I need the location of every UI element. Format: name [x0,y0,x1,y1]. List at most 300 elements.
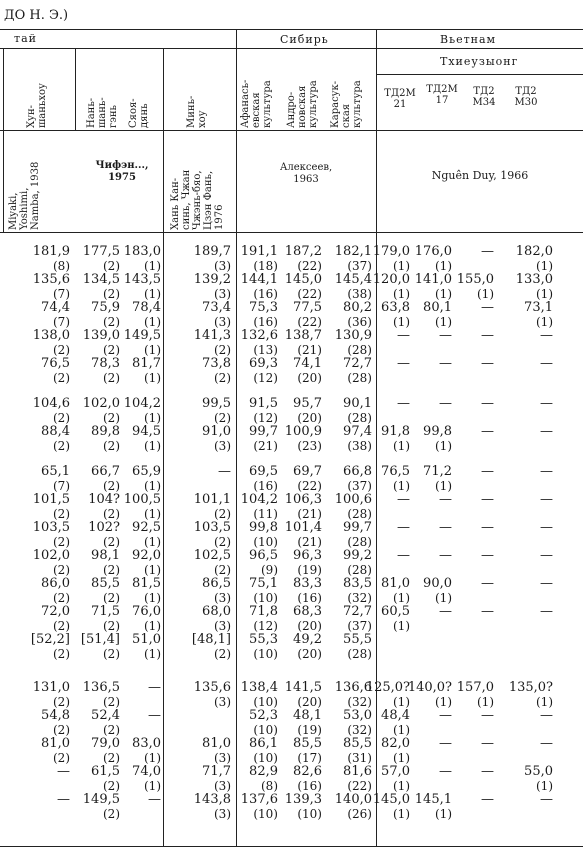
cell-r18-c1 [57,765,70,779]
cell-count: (16) [297,779,322,793]
cell-value: — [148,708,161,723]
cell-r16-c7 [343,709,372,737]
cell-value: — [397,328,410,343]
cell-count: (2) [53,751,70,765]
cell-count: (16) [253,315,278,329]
cell-count: (1) [435,439,452,453]
cell-value: — [481,764,494,779]
cell-count: (7) [53,479,70,493]
cell-value: 143,8 [193,792,231,807]
cell-r19-c3 [148,793,161,807]
cell-count: (3) [214,259,231,273]
cell-value: 90,1 [343,396,372,411]
cell-count: (1) [435,315,452,329]
cell-r13-c1 [41,605,70,633]
cell-r4-c5 [241,329,278,357]
cell-count: (1) [144,619,161,633]
cell-count: (2) [53,343,70,357]
cell-count: (2) [103,779,120,793]
cell-count: (20) [297,411,322,425]
cell-count: (1) [144,411,161,425]
cell-count: (10) [253,535,278,549]
cell-r13-c2 [91,605,120,633]
cell-r1-c3 [124,245,161,273]
cell-value: 139,0 [82,328,120,343]
rule-sources [0,232,583,233]
cell-count: (1) [435,259,452,273]
cell-value: 65,9 [132,464,161,479]
cell-value: 73,1 [524,300,553,315]
cell-r13-c3 [132,605,161,633]
cell-r1-c4 [194,245,231,273]
cell-count: (2) [53,591,70,605]
cell-value: 55,0 [524,764,553,779]
cell-count: (10) [253,751,278,765]
cell-count: (18) [253,259,278,273]
cell-count: (19) [297,563,322,577]
source-alekseev: Алексеев, 1963 [279,162,333,185]
cell-count: (7) [53,287,70,301]
cell-value: — [540,736,553,751]
cell-count: (37) [347,619,372,633]
cell-r2-c10 [457,273,494,301]
cell-value: — [481,520,494,535]
cell-r17-c4 [202,737,231,765]
cell-count: (2) [103,507,120,521]
cell-count: (20) [297,619,322,633]
cell-value: — [148,792,161,807]
cell-r8-c4 [218,465,231,479]
cell-value: 143,5 [123,272,161,287]
vrule-col4 [236,29,237,846]
cell-value: 97,4 [343,424,372,439]
cell-r12-c8 [381,577,410,605]
cell-count: (2) [214,371,231,385]
cell-value: 92,5 [132,520,161,535]
cell-count: (1) [536,695,553,709]
cell-value: — [397,548,410,563]
cell-count: (23) [297,439,322,453]
group-siberia: Сибирь [280,33,329,46]
cell-value: 102,0 [32,548,70,563]
cell-r8-c7 [343,465,372,493]
cell-r6-c1 [33,397,70,425]
cell-value: 60,5 [381,604,410,619]
cell-value: 102? [88,520,120,535]
cell-r9-c2 [88,493,120,521]
cell-value: 80,1 [423,300,452,315]
cell-value: 76,5 [381,464,410,479]
cell-r3-c2 [91,301,120,329]
cell-count: (21) [297,507,322,521]
cell-r5-c3 [132,357,161,385]
cell-count: (1) [144,259,161,273]
cell-count: (2) [103,411,120,425]
cell-count: (28) [347,343,372,357]
cell-r7-c10 [481,425,494,439]
cell-r5-c10 [481,357,494,371]
cell-r16-c9 [439,709,452,723]
cell-value: — [439,328,452,343]
cell-value: 99,8 [249,520,278,535]
cell-value: 55,5 [343,632,372,647]
cell-value: 131,0 [32,680,70,695]
cell-count: (2) [53,647,70,661]
cell-r12-c2 [91,577,120,605]
cell-count: (1) [144,343,161,357]
cell-value: 137,6 [240,792,278,807]
cell-value: [48,1] [191,632,231,647]
cell-count: (1) [144,563,161,577]
cell-value: 55,3 [249,632,278,647]
source-miyaki: Miyaki, Yoshimi, Namba, 1938 [8,161,41,230]
cell-count: (2) [53,535,70,549]
cell-value: 135,6 [32,272,70,287]
cell-value: 139,2 [193,272,231,287]
cell-value: 77,5 [293,300,322,315]
cell-count: (3) [214,619,231,633]
cell-r2-c1 [33,273,70,301]
cell-value: 51,0 [132,632,161,647]
cell-r6-c10 [481,397,494,411]
cell-r17-c9 [439,737,452,751]
cell-count: (2) [103,371,120,385]
cell-r3-c9 [423,301,452,329]
cell-value: 75,9 [91,300,120,315]
cell-r18-c4 [202,765,231,793]
cell-r3-c7 [343,301,372,329]
cell-r18-c8 [381,765,410,793]
cell-r15-c4 [194,681,231,709]
cell-count: (20) [297,695,322,709]
cell-r8-c5 [249,465,278,493]
cell-count: (2) [103,619,120,633]
cell-r16-c5 [249,709,278,737]
cell-r19-c5 [241,793,278,821]
cell-value: 145,4 [334,272,372,287]
cell-value: 140,0? [407,680,452,695]
cell-count: (8) [53,259,70,273]
cell-r4-c4 [194,329,231,357]
cell-count: (2) [53,563,70,577]
cell-value: 82,9 [249,764,278,779]
cell-count: (22) [297,259,322,273]
cell-value: — [540,464,553,479]
cell-r19-c9 [415,793,452,821]
cell-count: (37) [347,259,372,273]
cell-value: 71,8 [249,604,278,619]
cell-count: (2) [103,751,120,765]
cell-count: (1) [435,695,452,709]
cell-r4-c11 [540,329,553,343]
cell-value: — [439,548,452,563]
cell-count: (1) [144,287,161,301]
cell-count: (3) [214,779,231,793]
cell-count: (28) [347,563,372,577]
source-chifeng: Чифэн..., 1975 [95,160,149,183]
cell-r16-c11 [540,709,553,723]
cell-r3-c5 [249,301,278,329]
cell-r7-c9 [423,425,452,453]
cell-value: 80,2 [343,300,372,315]
cell-r9-c4 [194,493,231,521]
cell-count: (2) [103,563,120,577]
cell-count: (28) [347,507,372,521]
cell-r19-c11 [540,793,553,807]
cell-value: 138,7 [284,328,322,343]
cell-r14-c7 [343,633,372,661]
cell-r10-c9 [439,521,452,535]
cell-r6-c11 [540,397,553,411]
cell-value: 82,0 [381,736,410,751]
cell-r19-c4 [194,793,231,821]
cell-value: 65,1 [41,464,70,479]
column-header-2: Нань- шань- гэнь [86,97,119,128]
cell-r2-c2 [83,273,120,301]
cell-value: 177,5 [82,244,120,259]
cell-r3-c3 [132,301,161,329]
cell-r17-c10 [481,737,494,751]
cell-value: — [481,604,494,619]
cell-value: 104,6 [32,396,70,411]
cell-value: 125,0? [365,680,410,695]
cell-count: (10) [253,807,278,821]
cell-r5-c4 [202,357,231,385]
cell-value: — [439,520,452,535]
cell-value: 91,5 [249,396,278,411]
cell-count: (2) [53,507,70,521]
cell-count: (19) [297,723,322,737]
cell-r16-c10 [481,709,494,723]
cell-count: (1) [393,723,410,737]
cell-r6-c7 [343,397,372,425]
cell-r1-c6 [285,245,322,273]
cell-value: 102,5 [193,548,231,563]
cell-count: (1) [144,315,161,329]
cell-value: 182,0 [515,244,553,259]
cell-value: 69,3 [249,356,278,371]
cell-count: (10) [253,723,278,737]
cell-value: 94,5 [132,424,161,439]
cell-value: — [439,764,452,779]
cell-count: (1) [393,807,410,821]
cell-count: (7) [53,315,70,329]
cell-r2-c6 [285,273,322,301]
cell-count: (1) [144,751,161,765]
cell-count: (1) [393,619,410,633]
column-header-5: Афанась- евская культура [240,79,273,128]
cell-r2-c4 [194,273,231,301]
cell-value: 69,7 [293,464,322,479]
cell-r19-c10 [481,793,494,807]
cell-count: (1) [435,591,452,605]
rule-groups [0,48,583,49]
cell-count: (21) [253,439,278,453]
cell-r3-c6 [293,301,322,329]
cell-count: (1) [393,259,410,273]
cell-value: 86,1 [249,736,278,751]
cell-r2-c3 [124,273,161,301]
cell-value: 183,0 [123,244,161,259]
cell-value: — [481,300,494,315]
cell-value: 102,0 [82,396,120,411]
cell-value: — [148,680,161,695]
cell-r15-c6 [285,681,322,709]
cell-r6-c3 [124,397,161,425]
cell-count: (1) [536,779,553,793]
cell-r2-c8 [373,273,410,301]
cell-r19-c7 [335,793,372,821]
cell-value: 71,2 [423,464,452,479]
cell-r1-c8 [373,245,410,273]
cell-value: 120,0 [372,272,410,287]
cell-value: 157,0 [456,680,494,695]
cell-r1-c7 [335,245,372,273]
cell-value: 81,6 [343,764,372,779]
cell-count: (1) [393,479,410,493]
cell-value: 101,1 [193,492,231,507]
cell-value: 133,0 [515,272,553,287]
cell-r7-c7 [343,425,372,453]
cell-count: (31) [347,751,372,765]
cell-value: 61,5 [91,764,120,779]
cell-value: 68,0 [202,604,231,619]
rule-columns [0,130,583,131]
cell-value: 54,8 [41,708,70,723]
cell-r1-c10 [481,245,494,259]
cell-r5-c6 [293,357,322,385]
cell-value: — [540,548,553,563]
cell-r4-c10 [481,329,494,343]
cell-r17-c6 [293,737,322,765]
cell-value: 141,0 [414,272,452,287]
cell-r10-c5 [249,521,278,549]
cell-count: (1) [435,807,452,821]
cell-value: 73,8 [202,356,231,371]
cell-r17-c11 [540,737,553,751]
cell-r14-c1 [31,633,70,661]
cell-count: (12) [253,619,278,633]
cell-value: — [57,764,70,779]
rule-bottom [0,846,583,847]
cell-value: 71,7 [202,764,231,779]
cell-count: (2) [103,343,120,357]
cell-count: (2) [103,647,120,661]
cell-r4-c1 [33,329,70,357]
cell-r7-c2 [91,425,120,453]
cell-r7-c8 [381,425,410,453]
cell-count: (2) [103,439,120,453]
cell-value: 48,4 [381,708,410,723]
cell-value: — [540,356,553,371]
cell-r10-c1 [33,521,70,549]
cell-r16-c2 [91,709,120,737]
cell-count: (3) [214,439,231,453]
cell-value: 187,2 [284,244,322,259]
cell-r13-c10 [481,605,494,619]
cell-count: (11) [253,507,278,521]
cell-count: (1) [144,535,161,549]
cell-r19-c1 [57,793,70,807]
cell-count: (3) [214,751,231,765]
cell-value: — [540,328,553,343]
column-header-9: ТД2М 17 [426,84,458,106]
cell-r8-c8 [381,465,410,493]
cell-count: (1) [536,287,553,301]
cell-value: 92,0 [132,548,161,563]
cell-r15-c8 [366,681,410,709]
cell-count: (10) [253,695,278,709]
cell-count: (1) [144,591,161,605]
cell-r11-c8 [397,549,410,563]
cell-r15-c3 [148,681,161,695]
cell-value: 90,0 [423,576,452,591]
cell-value: 91,8 [381,424,410,439]
cell-value: 79,0 [91,736,120,751]
cell-value: — [481,328,494,343]
cell-count: (1) [393,439,410,453]
cell-r10-c2 [88,521,120,549]
cell-r13-c7 [343,605,372,633]
cell-value: 155,0 [456,272,494,287]
cell-value: — [57,792,70,807]
cell-count: (26) [347,807,372,821]
cell-r4-c8 [397,329,410,343]
cell-count: (10) [253,591,278,605]
vrule-left [3,48,4,233]
cell-count: (2) [103,535,120,549]
cell-value: 135,6 [193,680,231,695]
cell-value: 149,5 [123,328,161,343]
cell-value: — [540,708,553,723]
cell-value: 74,1 [293,356,322,371]
cell-count: (22) [347,779,372,793]
column-header-3: Сяоя- дянь [128,98,150,128]
cell-r17-c5 [249,737,278,765]
cell-r8-c9 [423,465,452,493]
cell-count: (2) [214,563,231,577]
cell-r9-c3 [124,493,161,521]
cell-r12-c3 [132,577,161,605]
cell-r1-c2 [83,245,120,273]
cell-value: 95,7 [293,396,322,411]
cell-value: 85,5 [343,736,372,751]
cell-value: 74,0 [132,764,161,779]
cell-value: — [397,396,410,411]
cell-r8-c1 [41,465,70,493]
column-header-7: Карасук- ская культура [330,80,363,128]
cell-r9-c10 [481,493,494,507]
cell-value: 72,7 [343,356,372,371]
cell-value: — [439,708,452,723]
cell-r17-c7 [343,737,372,765]
cell-r18-c10 [481,765,494,779]
cell-value: 145,1 [414,792,452,807]
cell-value: 149,5 [82,792,120,807]
cell-r11-c10 [481,549,494,563]
cell-r13-c5 [249,605,278,633]
cell-value: — [481,576,494,591]
top-caption: ДО Н. Э.) [4,8,69,23]
cell-count: (28) [347,411,372,425]
cell-value: [51,4] [80,632,120,647]
cell-value: 86,0 [41,576,70,591]
cell-value: 106,3 [284,492,322,507]
cell-r12-c1 [41,577,70,605]
cell-r2-c5 [241,273,278,301]
cell-value: — [540,492,553,507]
cell-value: 63,8 [381,300,410,315]
